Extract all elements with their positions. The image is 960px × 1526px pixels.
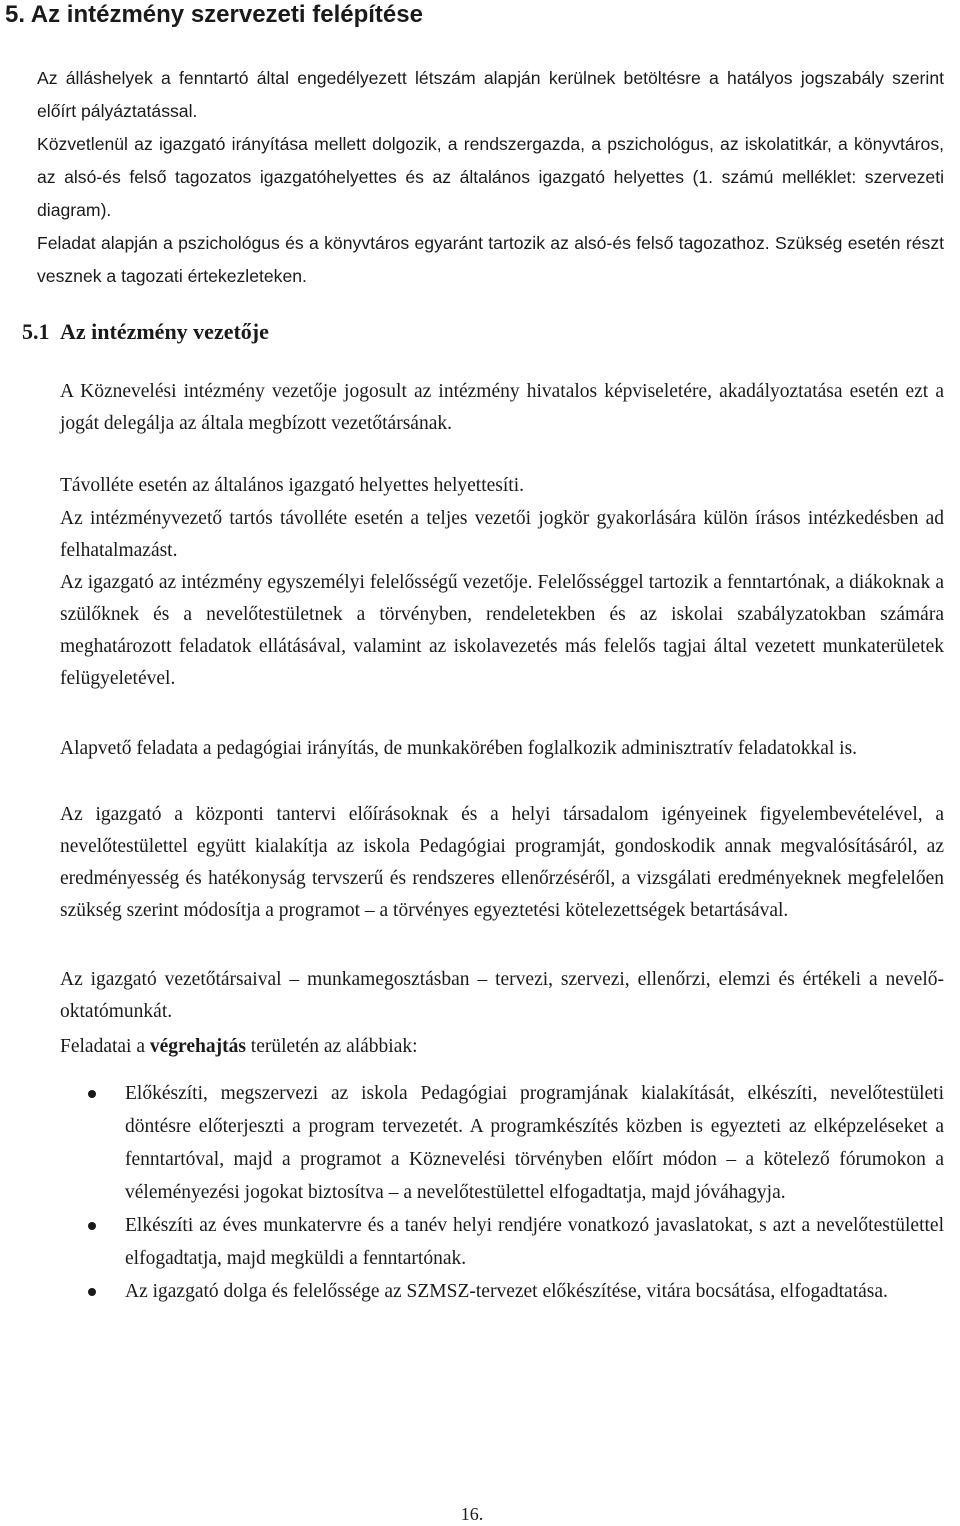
execution-keyword: végrehajtás	[149, 1036, 246, 1057]
paragraph-cooperation: Az igazgató vezetőtársaival – munkamegosztásban – tervezi, szervezi, ellenőrzi, elemzi és értékeli a nevelő-oktatómunkát.	[60, 969, 944, 1022]
paragraph-direct-reports: Közvetlenül az igazgató irányítása mellett dolgozik, a rendszergazda, a pszichológus, az iskolatitkár, a könyvtáros, az alsó-és felső tagozatos igazgatóhelyettes és az általános igazgató helyettes (1. számú melléklet: szervezeti diagram).	[37, 134, 944, 220]
paragraph-positions: Az álláshelyek a fenntartó által engedélyezett létszám alapján kerülnek betöltésre a hatályos jogszabály szerint előírt pályáztatással.	[37, 68, 944, 121]
list-item-text: Előkészíti, megszervezi az iskola Pedagógiai programjának kialakítását, elkészíti, nevelőtestületi döntésre előterjeszti a program tervezetét. A programkészítés közben is egyezteti az elképzeléseket a fenntartóval, majd a programot a Köznevelési törvényben előírt módon – a kötelező fórumokon a véleményezési jogokat biztosítva – a nevelőtestülettel elfogadtatja, majd jóváhagyja.	[125, 1083, 944, 1203]
paragraph-execution-intro	[60, 1031, 944, 1063]
paragraph-representation: A Köznevelési intézmény vezetője jogosult az intézmény hivatalos képviseletére, akadályoztatása esetén ezt a jogát delegálja az általa megbízott vezetőtársának.	[60, 381, 944, 434]
paragraph-main-task: Alapvető feladata a pedagógiai irányítás, de munkakörében foglalkozik adminisztratív feladatokkal is.	[60, 738, 858, 759]
subsection-heading	[22, 316, 269, 348]
page-number: 16.	[460, 1504, 484, 1524]
list-item-text: Az igazgató dolga és felelőssége az SZMSZ-tervezet előkészítése, vitára bocsátása, elfogadtatása.	[125, 1281, 888, 1302]
subsection-number: 5.1	[22, 319, 50, 344]
subsection-title: Az intézmény vezetője	[60, 319, 269, 344]
paragraph-responsibility: Az igazgató az intézmény egyszemélyi felelősségű vezetője. Felelősséggel tartozik a fenntartónak, a diákoknak a szülőknek és a nevelőtestületnek a törvényben, rendeletekben és az iskolai szabályzatokban számára meghatározott feladatok ellátásával, valamint az iskolavezetés más felelős tagjai által vezetett munkaterületek felügyeletével.	[60, 572, 944, 689]
bullet-icon	[88, 1090, 96, 1098]
paragraph-psychologist-librarian: Feladat alapján a pszichológus és a könyvtáros egyaránt tartozik az alsó-és felső tagozathoz. Szükség esetén részt vesznek a tagozati értekezleteken.	[37, 233, 944, 286]
paragraph-absence: Távolléte esetén az általános igazgató helyettes helyettesíti.	[60, 475, 525, 496]
paragraph-long-absence: Az intézményvezető tartós távolléte esetén a teljes vezetői jogkör gyakorlására külön írásos intézkedésben ad felhatalmazást.	[60, 508, 944, 561]
section-heading: 5. Az intézmény szervezeti felépítése	[5, 1, 423, 28]
execution-task-list	[60, 1077, 944, 1308]
execution-intro-pre: Feladatai a	[60, 1036, 150, 1057]
list-item	[60, 1077, 944, 1209]
bullet-icon	[88, 1222, 96, 1230]
list-item	[60, 1209, 944, 1275]
bullet-icon	[88, 1288, 96, 1296]
execution-intro-post: területén az alábbiak:	[245, 1036, 418, 1057]
list-item	[60, 1275, 944, 1308]
list-item-text: Elkészíti az éves munkatervre és a tanév helyi rendjére vonatkozó javaslatokat, s azt a nevelőtestülettel elfogadtatja, majd megküldi a fenntartónak.	[125, 1215, 944, 1269]
paragraph-pedagogical-program: Az igazgató a központi tantervi előírásoknak és a helyi társadalom igényeinek figyelembevételével, a nevelőtestülettel együtt kialakítja az iskola Pedagógiai programját, gondoskodik annak megvalósításáról, az eredményesség és hatékonyság tervszerű és rendszeres ellenőrzéséről, a vizsgálati eredményeknek megfelelően szükség szerint módosítja a programot – a törvényes egyeztetési kötelezettségek betartásával.	[60, 804, 944, 921]
